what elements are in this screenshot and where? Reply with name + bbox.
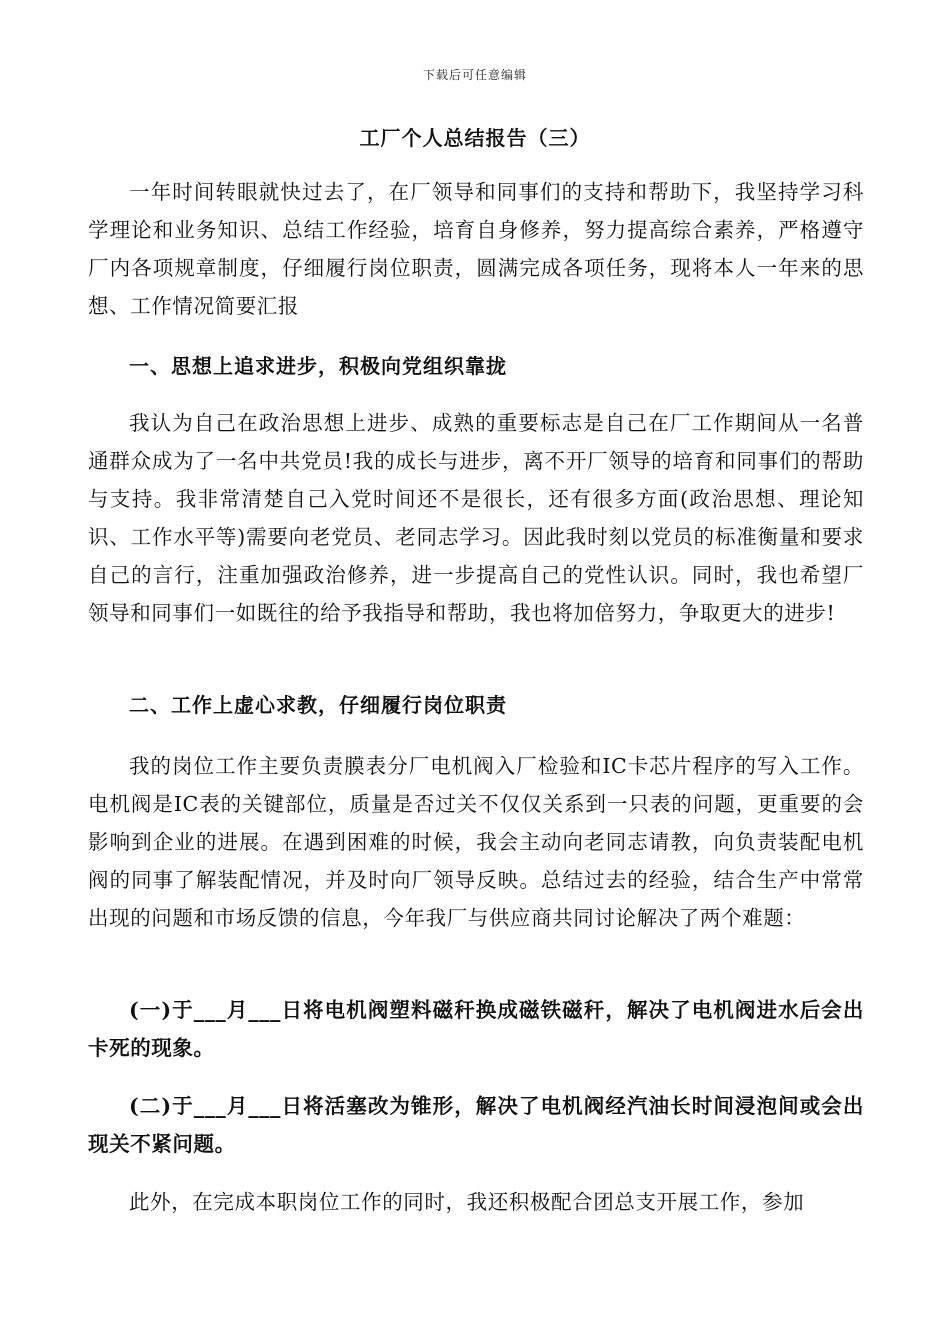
header-note: 下载后可任意编辑 xyxy=(422,68,527,82)
section-1-body: 我认为自己在政治思想上进步、成熟的重要标志是自己在厂工作期间从一名普通群众成为了一名中共党员!我的成长与进步，离不开厂领导的培育和同事们的帮助与支持。我非常清楚自己入党时间还不是很长，还有很多方面(政治思想、理论知识、工作水平等)需要向老党员、老同志学习。因此我时刻以党员的标准衡量和要求自己的言行，注重加强政治修养，进一步提高自己的党性认识。同时，我也希望厂领导和同事们一如既往的给予我指导和帮助，我也将加倍努力，争取更大的进步! xyxy=(88,411,864,625)
intro-paragraph: 一年时间转眼就快过去了，在厂领导和同事们的支持和帮助下，我坚持学习科学理论和业务知识、总结工作经验，培育自身修养，努力提高综合素养，严格遵守厂内各项规章制度，仔细履行岗位职责，圆满完成各项任务，现将本人一年来的思想、工作情况简要汇报 xyxy=(88,180,864,318)
document-title: 工厂个人总结报告（三） xyxy=(359,126,591,150)
section-2-item-2: (二)于___月___日将活塞改为锥形，解决了电机阀经汽油长时间浸泡间或会出现关不紧问题。 xyxy=(88,1094,864,1156)
section-1-heading: 一、思想上追求进步，积极向党组织靠拢 xyxy=(129,354,507,378)
section-2-body: 我的岗位工作主要负责膜表分厂电机阀入厂检验和IC卡芯片程序的写入工作。电机阀是IC表的关键部位，质量是否过关不仅仅关系到一只表的问题，更重要的会影响到企业的进展。在遇到困难的时候，我会主动向老同志请教，向负责装配电机阀的同事了解装配情况，并及时向厂领导反映。总结过去的经验，结合生产中常常出现的问题和市场反馈的信息，今年我厂与供应商共同讨论解决了两个难题： xyxy=(88,754,864,930)
section-2-item-1: (一)于___月___日将电机阀塑料磁秆换成磁铁磁秆，解决了电机阀进水后会出卡死的现象。 xyxy=(88,998,864,1060)
section-2-heading: 二、工作上虚心求教，仔细履行岗位职责 xyxy=(129,693,507,717)
closing-paragraph: 此外，在完成本职岗位工作的同时，我还积极配合团总支开展工作，参加 xyxy=(129,1190,805,1214)
